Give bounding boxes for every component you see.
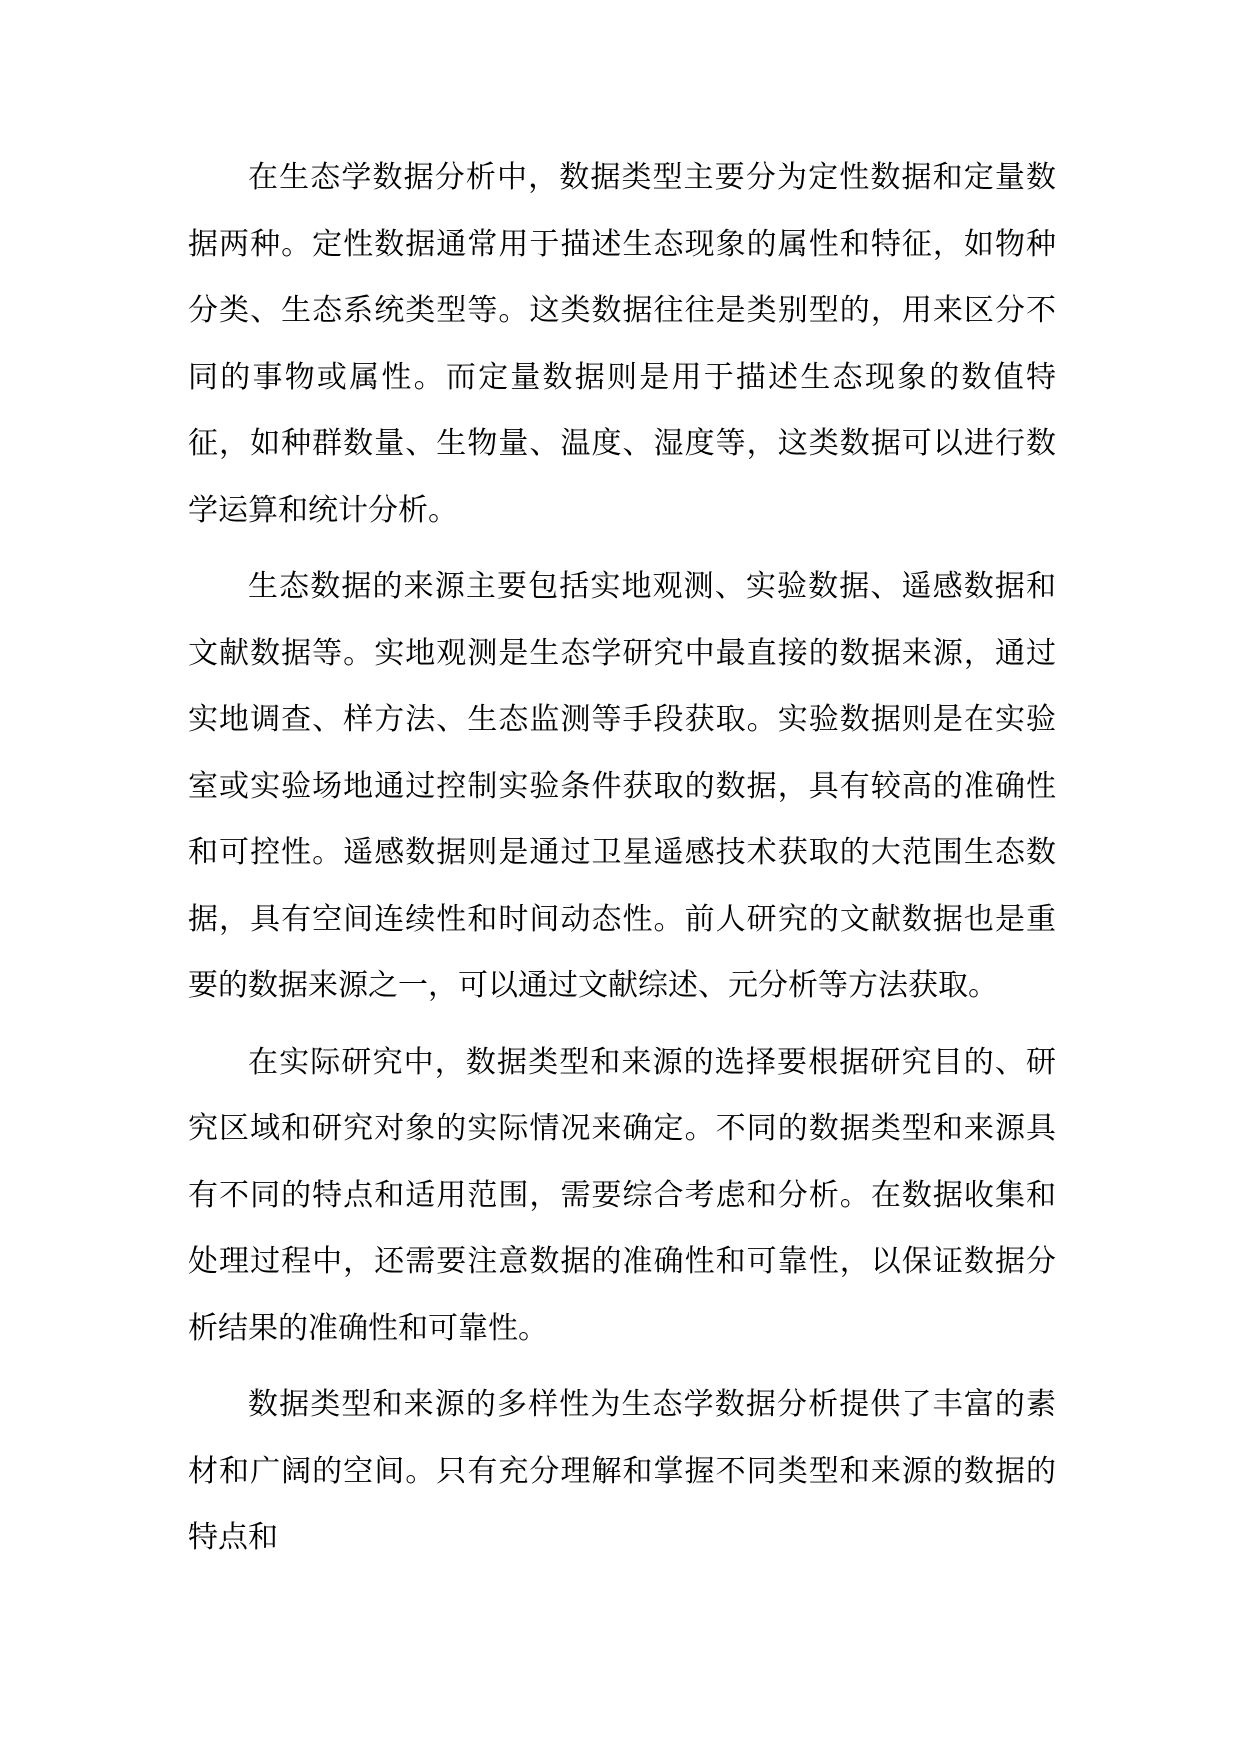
paragraph-data-sources: 生态数据的来源主要包括实地观测、实验数据、遥感数据和文献数据等。实地观测是生态学研究中最直接的数据来源，通过实地调查、样方法、生态监测等手段获取。实验数据则是在实验室或实验场地通过控制实验条件获取的数据，具有较高的准确性和可控性。遥感数据则是通过卫星遥感技术获取的大范围生态数据，具有空间连续性和时间动态性。前人研究的文献数据也是重要的数据来源之一，可以通过文献综述、元分析等方法获取。 [188, 569, 1056, 1003]
paragraph-data-diversity: 数据类型和来源的多样性为生态学数据分析提供了丰富的素材和广阔的空间。只有充分理解和掌握不同类型和来源的数据的特点和 [188, 1387, 1056, 1555]
document-page [188, 145, 1056, 1582]
paragraph-data-types: 在生态学数据分析中，数据类型主要分为定性数据和定量数据两种。定性数据通常用于描述生态现象的属性和特征，如物种分类、生态系统类型等。这类数据往往是类别型的，用来区分不同的事物或属性。而定量数据则是用于描述生态现象的数值特征，如种群数量、生物量、温度、湿度等，这类数据可以进行数学运算和统计分析。 [188, 160, 1056, 528]
paragraph-data-selection: 在实际研究中，数据类型和来源的选择要根据研究目的、研究区域和研究对象的实际情况来确定。不同的数据类型和来源具有不同的特点和适用范围，需要综合考虑和分析。在数据收集和处理过程中，还需要注意数据的准确性和可靠性，以保证数据分析结果的准确性和可靠性。 [188, 1044, 1056, 1346]
